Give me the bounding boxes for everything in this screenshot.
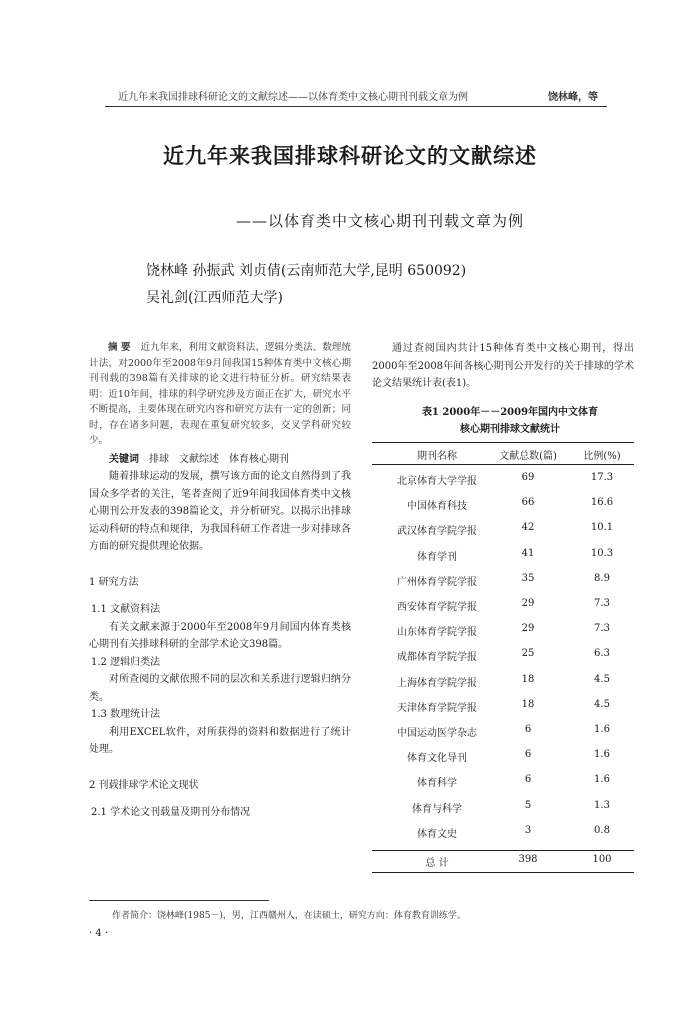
table-total-ratio: 100	[592, 854, 612, 865]
table-cell-count: 29	[521, 598, 535, 609]
running-head-authors: 饶林峰，等	[548, 92, 598, 103]
table-header-rule	[372, 464, 634, 465]
table-header-ratio: 比例(%)	[583, 451, 621, 462]
table-total-label: 总 计	[425, 858, 449, 869]
table-cell-journal: 西安体育学院学报	[397, 602, 477, 613]
section-1-3-heading: 1.3 数理统计法	[91, 709, 161, 720]
right-column-intro	[372, 340, 634, 393]
table-cell-count: 6	[524, 774, 532, 786]
table-cell-ratio: 0.8	[594, 824, 610, 836]
table-cell-ratio: 8.9	[594, 572, 610, 584]
section-2-heading: 2 刊载排球学术论文现状	[89, 779, 199, 791]
abstract-text: 近九年来，利用文献资料法、逻辑分类法、数理统计法，对2000年至2008年9月间我国15种体育类中文核心期刊刊载的398篇有关排球的论文进行特征分析。研究结果表明：近10年间，排球的科学研究涉及方面正在扩大，研究水平不断提高，主要体现在研究内容和研究方法有一定的创新；同时，存在诸多问题，表现在重复研究较多，交叉学科研究较少。	[89, 342, 351, 446]
table-header-count: 文献总数(篇)	[499, 451, 557, 462]
keywords-label: 关键词	[109, 453, 139, 465]
section-1-1-heading: 1.1 文献资料法	[91, 604, 161, 615]
table-cell-ratio: 1.3	[594, 799, 610, 811]
table-cell-count: 6	[524, 749, 532, 761]
table-cell-journal: 体育文化导刊	[407, 753, 467, 765]
table-cell-count: 25	[521, 648, 535, 660]
page-number: · 4 ·	[89, 928, 109, 939]
table-cell-count: 18	[521, 673, 535, 685]
table-cell-count: 66	[521, 497, 535, 509]
table-cell-ratio: 16.6	[590, 497, 614, 509]
section-2-1-heading: 2.1 学术论文刊载量及期刊分布情况	[91, 807, 251, 818]
table-cell-ratio: 1.6	[594, 724, 610, 735]
table-cell-count: 3	[524, 824, 532, 836]
table-cell-journal: 北京体育大学学报	[397, 476, 477, 487]
table-cell-journal: 体育与科学	[412, 803, 462, 815]
footnote-divider	[89, 900, 269, 901]
table-cell-ratio: 10.1	[590, 522, 614, 534]
table-total-rule	[372, 850, 634, 851]
table-caption-line-1: 表1 2000年－－2009年国内中文体育	[421, 407, 599, 418]
table-cell-count: 18	[521, 698, 535, 710]
table-cell-ratio: 10.3	[590, 547, 614, 559]
table-cell-journal: 成都体育学院学报	[397, 652, 477, 664]
table-cell-count: 5	[524, 799, 532, 811]
abstract	[89, 340, 351, 449]
table-cell-ratio: 7.3	[594, 623, 610, 635]
running-head-title: 近九年来我国排球科研论文的文献综述——以体育类中文核心期刊刊载文章为例	[118, 92, 468, 103]
header-divider	[105, 106, 607, 107]
table-cell-count: 42	[521, 522, 535, 534]
table-cell-journal: 体育学刊	[417, 551, 457, 563]
table-cell-journal: 天津体育学院学报	[397, 702, 477, 714]
table-cell-journal: 中国运动医学杂志	[397, 728, 477, 739]
table-cell-journal: 体育文史	[417, 828, 457, 840]
section-1-3-text: 利用EXCEL软件，对所获得的资料和数据进行了统计处理。	[89, 726, 351, 755]
table-cell-ratio: 7.3	[594, 598, 610, 609]
intro-paragraph: 随着排球运动的发展，撰写该方面的论文自然得到了我国众多学者的关注，笔者查阅了近9年间我国体育类中文核心期刊公开发表的398篇论文，并分析研究。以揭示出排球运动科研的特点和规律，为我国科研工作者进一步对排球各方面的研究提供理论依据。	[89, 471, 351, 552]
table-cell-journal: 武汉体育学院学报	[397, 526, 477, 538]
table-top-rule	[372, 442, 634, 443]
table-total-count: 398	[518, 854, 538, 865]
table-cell-count: 6	[524, 724, 532, 735]
table-header-journal: 期刊名称	[417, 451, 457, 462]
table-caption-line-2: 核心期刊排球文献统计	[460, 424, 560, 435]
table-cell-journal: 中国体育科技	[407, 501, 467, 513]
table-cell-ratio: 1.6	[594, 749, 610, 761]
paper-subtitle: ——以体育类中文核心期刊刊载文章为例	[235, 212, 524, 230]
table-cell-ratio: 4.5	[594, 698, 610, 710]
table-cell-count: 69	[521, 472, 535, 483]
table-intro-paragraph: 通过查阅国内共计15种体育类中文核心期刊，得出2000年至2008年间各核心期刊公开发行的关于排球的学术论文结果统计表(表1)。	[372, 343, 634, 389]
table-cell-journal: 山东体育学院学报	[397, 627, 477, 639]
table-caption	[395, 404, 625, 438]
table-cell-count: 41	[521, 547, 535, 559]
table-cell-count: 35	[521, 572, 535, 584]
authors-line-1: 饶林峰 孙振武 刘贞倩(云南师范大学,昆明 650092)	[146, 263, 467, 279]
table-cell-ratio: 4.5	[594, 673, 610, 685]
keywords	[89, 451, 351, 469]
table-bottom-rule	[372, 872, 634, 873]
abstract-label: 摘 要	[108, 342, 131, 353]
table-cell-journal: 上海体育学院学报	[397, 677, 477, 689]
left-column	[89, 340, 351, 822]
table-cell-journal: 体育科学	[417, 778, 457, 790]
keyword-item: 排球	[149, 453, 169, 465]
table-cell-ratio: 17.3	[590, 472, 614, 483]
author-footnote: 作者简介：饶林峰(1985－)，男，江西赣州人，在读硕士，研究方向：体育教育训练学。	[112, 911, 466, 921]
keyword-item: 文献综述	[179, 453, 219, 465]
paper-title: 近九年来我国排球科研论文的文献综述	[163, 143, 537, 168]
section-1-heading: 1 研究方法	[89, 576, 139, 588]
running-head	[118, 88, 598, 104]
keyword-item: 体育核心期刊	[229, 453, 289, 465]
table-cell-ratio: 6.3	[594, 648, 610, 660]
authors-line-2: 吴礼剑(江西师范大学)	[146, 290, 283, 306]
section-1-2-heading: 1.2 逻辑归类法	[91, 656, 161, 668]
section-1-1-text: 有关文献来源于2000年至2008年9月间国内体育类核心期刊有关排球科研的全部学术论文398篇。	[89, 621, 351, 650]
table-cell-ratio: 1.6	[594, 774, 610, 786]
table-cell-journal: 广州体育学院学报	[397, 576, 477, 588]
table-cell-count: 29	[521, 623, 535, 635]
section-1-2-text: 对所查阅的文献依照不同的层次和关系进行逻辑归纳分类。	[89, 674, 351, 703]
